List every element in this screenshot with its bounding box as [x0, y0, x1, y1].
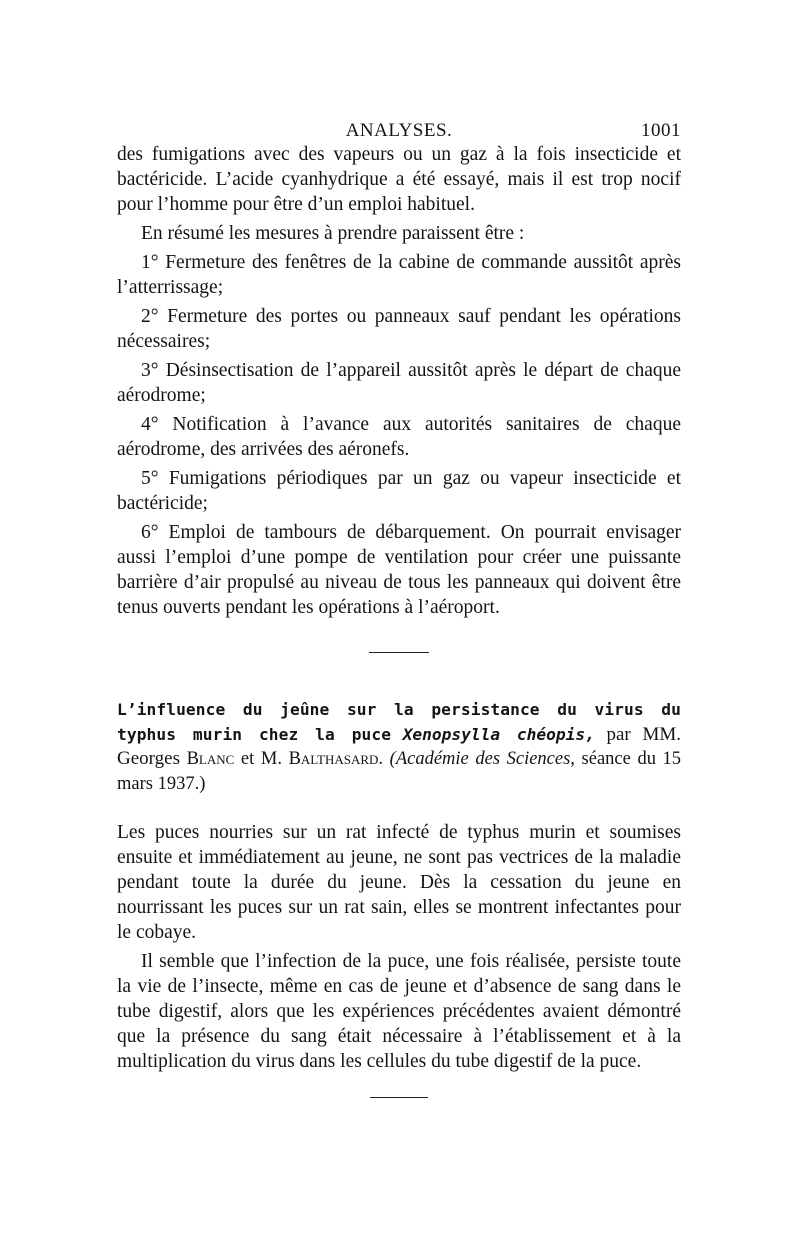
- list-item: 1° Fermeture des fenêtres de la cabine de commande aussitôt après l’atterrissage;: [117, 252, 681, 298]
- section-typhus-fleas: [117, 820, 681, 1074]
- authors-prefix: par MM. Georges: [117, 723, 681, 769]
- article-title: L’influence du jeûne sur la persistance du virus du typhus murin chez la puce: [117, 700, 681, 744]
- species-name: Xenopsylla chéopis,: [402, 724, 595, 744]
- list-item: 2° Fermeture des portes ou panneaux sauf pendant les opérations nécessaires;: [117, 306, 681, 352]
- section-aircraft-measures: [117, 142, 681, 620]
- article-heading: [117, 698, 681, 796]
- author-name: Blanc: [186, 749, 235, 769]
- page-number: 1001: [641, 120, 681, 141]
- list-item: 3° Désinsectisation de l’appareil aussitôt après le départ de chaque aérodrome;: [117, 360, 681, 406]
- section-divider: [370, 1097, 428, 1098]
- list-item: 4° Notification à l’avance aux autorités sanitaires de chaque aérodrome, des arrivées des aéronefs.: [117, 414, 681, 460]
- paragraph: Il semble que l’infection de la puce, une fois réalisée, persiste toute la vie de l’insecte, même en cas de jeune et d’absence de sang dans le tube digestif, alors que les expériences précédentes avaient démontré que la présence du sang était nécessaire à l’établissement et à la multiplication du virus dans les cellules du tube digestif de la puce.: [117, 951, 681, 1072]
- session-date: séance du 15 mars 1937.): [117, 749, 682, 794]
- list-item: 5° Fumigations périodiques par un gaz ou vapeur insecticide et bactéricide;: [117, 468, 681, 514]
- section-divider: [369, 652, 429, 653]
- paragraph: En résumé les mesures à prendre paraissent être :: [141, 223, 525, 244]
- running-title: ANALYSES.: [345, 120, 453, 141]
- document-page: [117, 112, 681, 1098]
- running-header: [117, 112, 681, 142]
- authors-connector: et M.: [240, 749, 282, 769]
- author-name: Balthasard.: [288, 749, 384, 769]
- source-reference: (Académie des Sciences,: [389, 749, 575, 769]
- list-item: 6° Emploi de tambours de débarquement. On pourrait envisager aussi l’emploi d’une pompe de ventilation pour créer une puissante barrière d’air propulsé au niveau de tous les panneaux qui doivent être tenus ouverts pendant les opérations à l’aéroport.: [117, 522, 681, 618]
- paragraph: Les puces nourries sur un rat infecté de typhus murin et soumises ensuite et immédiatement au jeune, ne sont pas vectrices de la maladie pendant toute la durée du jeune. Dès la cessation du jeune en nourrissant les puces sur un rat sain, elles se montrent infectantes pour le cobaye.: [117, 822, 681, 943]
- paragraph: des fumigations avec des vapeurs ou un gaz à la fois insecticide et bactéricide. L’acide cyanhydrique a été essayé, mais il est trop nocif pour l’homme pour être d’un emploi habituel.: [117, 144, 681, 215]
